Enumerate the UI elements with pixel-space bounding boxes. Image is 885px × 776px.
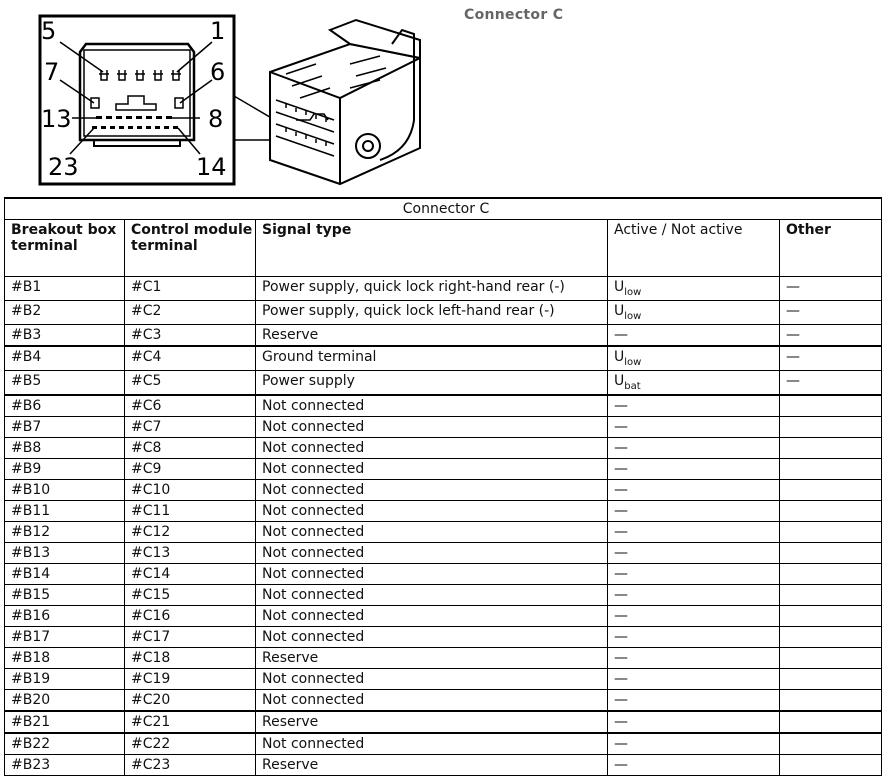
cell-active — [608, 627, 780, 648]
table-row — [5, 325, 882, 347]
cell-breakout: #B20 — [5, 690, 125, 712]
cell-active — [608, 346, 780, 371]
cell-control: #C18 — [125, 648, 256, 669]
cell-active — [608, 325, 780, 347]
active-value: U — [614, 373, 625, 389]
cell-active — [608, 711, 780, 733]
cell-breakout: #B14 — [5, 564, 125, 585]
table-row — [5, 346, 882, 371]
header-other: Other — [780, 220, 882, 277]
cell-breakout: #B8 — [5, 438, 125, 459]
cell-control: #C23 — [125, 755, 256, 776]
pin-label-13: 13 — [41, 105, 72, 133]
table-row — [5, 733, 882, 755]
pinout-table — [4, 197, 882, 776]
active-value: — — [614, 566, 628, 582]
active-value: — — [614, 524, 628, 540]
active-value: — — [614, 327, 628, 343]
table-row — [5, 480, 882, 501]
connector-3d-drawing — [270, 20, 420, 184]
table-row — [5, 585, 882, 606]
cell-other — [780, 606, 882, 627]
cell-active — [608, 480, 780, 501]
cell-control: #C9 — [125, 459, 256, 480]
cell-other — [780, 711, 882, 733]
pin-label-14: 14 — [196, 153, 227, 181]
cell-active — [608, 543, 780, 564]
table-row — [5, 690, 882, 712]
cell-breakout: #B6 — [5, 395, 125, 417]
cell-breakout: #B3 — [5, 325, 125, 347]
table-caption: Connector C — [5, 198, 882, 220]
active-subscript: low — [624, 356, 642, 368]
cell-other — [780, 522, 882, 543]
active-value: — — [614, 545, 628, 561]
cell-control: #C6 — [125, 395, 256, 417]
cell-other: — — [780, 301, 882, 325]
cell-active — [608, 395, 780, 417]
pin-label-6: 6 — [210, 58, 226, 86]
table-row — [5, 277, 882, 301]
table-row — [5, 564, 882, 585]
cell-breakout: #B23 — [5, 755, 125, 776]
cell-other: — — [780, 325, 882, 347]
cell-signal: Not connected — [256, 585, 608, 606]
cell-control: #C11 — [125, 501, 256, 522]
active-value: U — [614, 303, 625, 319]
cell-breakout: #B7 — [5, 417, 125, 438]
cell-other — [780, 690, 882, 712]
table-row — [5, 522, 882, 543]
table-header-row — [5, 220, 882, 277]
cell-control: #C5 — [125, 371, 256, 396]
pin-label-7: 7 — [44, 58, 60, 86]
header-control: Control module terminal — [125, 220, 256, 277]
cell-other — [780, 733, 882, 755]
cell-other — [780, 395, 882, 417]
table-row — [5, 648, 882, 669]
pin-label-8: 8 — [208, 105, 224, 133]
cell-breakout: #B1 — [5, 277, 125, 301]
active-value: — — [614, 629, 628, 645]
cell-signal: Ground terminal — [256, 346, 608, 371]
cell-control: #C7 — [125, 417, 256, 438]
cell-breakout: #B16 — [5, 606, 125, 627]
active-value: — — [614, 587, 628, 603]
active-value: — — [614, 692, 628, 708]
cell-other — [780, 501, 882, 522]
active-value: — — [614, 671, 628, 687]
cell-other — [780, 480, 882, 501]
cell-signal: Power supply, quick lock right-hand rear (-) — [256, 277, 608, 301]
cell-active — [608, 755, 780, 776]
cell-signal: Not connected — [256, 501, 608, 522]
table-row — [5, 755, 882, 776]
active-value: — — [614, 608, 628, 624]
cell-signal: Reserve — [256, 755, 608, 776]
cell-other — [780, 669, 882, 690]
cell-control: #C4 — [125, 346, 256, 371]
cell-active — [608, 690, 780, 712]
cell-control: #C16 — [125, 606, 256, 627]
cell-breakout: #B5 — [5, 371, 125, 396]
table-row — [5, 501, 882, 522]
cell-other — [780, 438, 882, 459]
cell-active — [608, 585, 780, 606]
cell-breakout: #B21 — [5, 711, 125, 733]
cell-breakout: #B19 — [5, 669, 125, 690]
cell-active — [608, 522, 780, 543]
active-value: — — [614, 736, 628, 752]
cell-control: #C3 — [125, 325, 256, 347]
cell-signal: Not connected — [256, 564, 608, 585]
cell-active — [608, 648, 780, 669]
cell-control: #C17 — [125, 627, 256, 648]
pin-label-5: 5 — [41, 17, 57, 45]
cell-other — [780, 417, 882, 438]
cell-breakout: #B17 — [5, 627, 125, 648]
cell-active — [608, 733, 780, 755]
active-subscript: low — [624, 286, 642, 298]
table-row — [5, 711, 882, 733]
cell-breakout: #B11 — [5, 501, 125, 522]
cell-control: #C10 — [125, 480, 256, 501]
cell-control: #C22 — [125, 733, 256, 755]
active-subscript: low — [624, 310, 642, 322]
connector-diagram — [0, 0, 885, 197]
cell-breakout: #B2 — [5, 301, 125, 325]
cell-control: #C21 — [125, 711, 256, 733]
cell-other — [780, 627, 882, 648]
cell-control: #C14 — [125, 564, 256, 585]
header-active: Active / Not active — [608, 220, 780, 277]
cell-other — [780, 459, 882, 480]
active-value: — — [614, 440, 628, 456]
active-value: — — [614, 757, 628, 773]
cell-active — [608, 277, 780, 301]
header-signal: Signal type — [256, 220, 608, 277]
cell-signal: Not connected — [256, 438, 608, 459]
cell-active — [608, 459, 780, 480]
cell-signal: Not connected — [256, 395, 608, 417]
cell-breakout: #B22 — [5, 733, 125, 755]
active-value: U — [614, 279, 625, 295]
active-value: — — [614, 461, 628, 477]
table-row — [5, 627, 882, 648]
cell-control: #C2 — [125, 301, 256, 325]
cell-signal: Power supply — [256, 371, 608, 396]
cell-signal: Not connected — [256, 543, 608, 564]
cell-signal: Reserve — [256, 648, 608, 669]
cell-breakout: #B15 — [5, 585, 125, 606]
page-title: Connector C — [464, 7, 564, 23]
active-value: — — [614, 419, 628, 435]
active-value: — — [614, 714, 628, 730]
table-row — [5, 301, 882, 325]
cell-signal: Not connected — [256, 417, 608, 438]
cell-signal: Reserve — [256, 711, 608, 733]
active-value: — — [614, 398, 628, 414]
cell-active — [608, 501, 780, 522]
cell-signal: Not connected — [256, 606, 608, 627]
cell-breakout: #B9 — [5, 459, 125, 480]
cell-signal: Reserve — [256, 325, 608, 347]
active-value: — — [614, 482, 628, 498]
cell-other: — — [780, 371, 882, 396]
active-value: — — [614, 650, 628, 666]
cell-other — [780, 755, 882, 776]
cell-signal: Power supply, quick lock left-hand rear (-) — [256, 301, 608, 325]
cell-control: #C20 — [125, 690, 256, 712]
cell-breakout: #B18 — [5, 648, 125, 669]
table-row — [5, 371, 882, 396]
cell-control: #C12 — [125, 522, 256, 543]
cell-signal: Not connected — [256, 690, 608, 712]
pin-label-23: 23 — [48, 153, 79, 181]
cell-signal: Not connected — [256, 669, 608, 690]
cell-breakout: #B12 — [5, 522, 125, 543]
table-caption-row — [5, 198, 882, 220]
header-breakout: Breakout box terminal — [5, 220, 125, 277]
cell-control: #C13 — [125, 543, 256, 564]
cell-control: #C19 — [125, 669, 256, 690]
cell-control: #C1 — [125, 277, 256, 301]
cell-other — [780, 585, 882, 606]
table-body — [5, 277, 882, 776]
active-subscript: bat — [624, 380, 641, 392]
cell-control: #C8 — [125, 438, 256, 459]
cell-other — [780, 648, 882, 669]
cell-signal: Not connected — [256, 480, 608, 501]
table-row — [5, 438, 882, 459]
cell-signal: Not connected — [256, 459, 608, 480]
cell-breakout: #B13 — [5, 543, 125, 564]
pin-label-1: 1 — [210, 17, 226, 45]
active-value: U — [614, 349, 625, 365]
cell-signal: Not connected — [256, 627, 608, 648]
cell-other: — — [780, 277, 882, 301]
table-row — [5, 395, 882, 417]
cell-other — [780, 543, 882, 564]
table-row — [5, 543, 882, 564]
cell-active — [608, 417, 780, 438]
table-row — [5, 459, 882, 480]
table-row — [5, 417, 882, 438]
cell-signal: Not connected — [256, 522, 608, 543]
cell-active — [608, 606, 780, 627]
cell-other: — — [780, 346, 882, 371]
cell-control: #C15 — [125, 585, 256, 606]
table-row — [5, 669, 882, 690]
cell-active — [608, 371, 780, 396]
cell-breakout: #B10 — [5, 480, 125, 501]
table-row — [5, 606, 882, 627]
cell-signal: Not connected — [256, 733, 608, 755]
cell-active — [608, 438, 780, 459]
cell-other — [780, 564, 882, 585]
cell-active — [608, 564, 780, 585]
active-value: — — [614, 503, 628, 519]
cell-breakout: #B4 — [5, 346, 125, 371]
cell-active — [608, 669, 780, 690]
cell-active — [608, 301, 780, 325]
